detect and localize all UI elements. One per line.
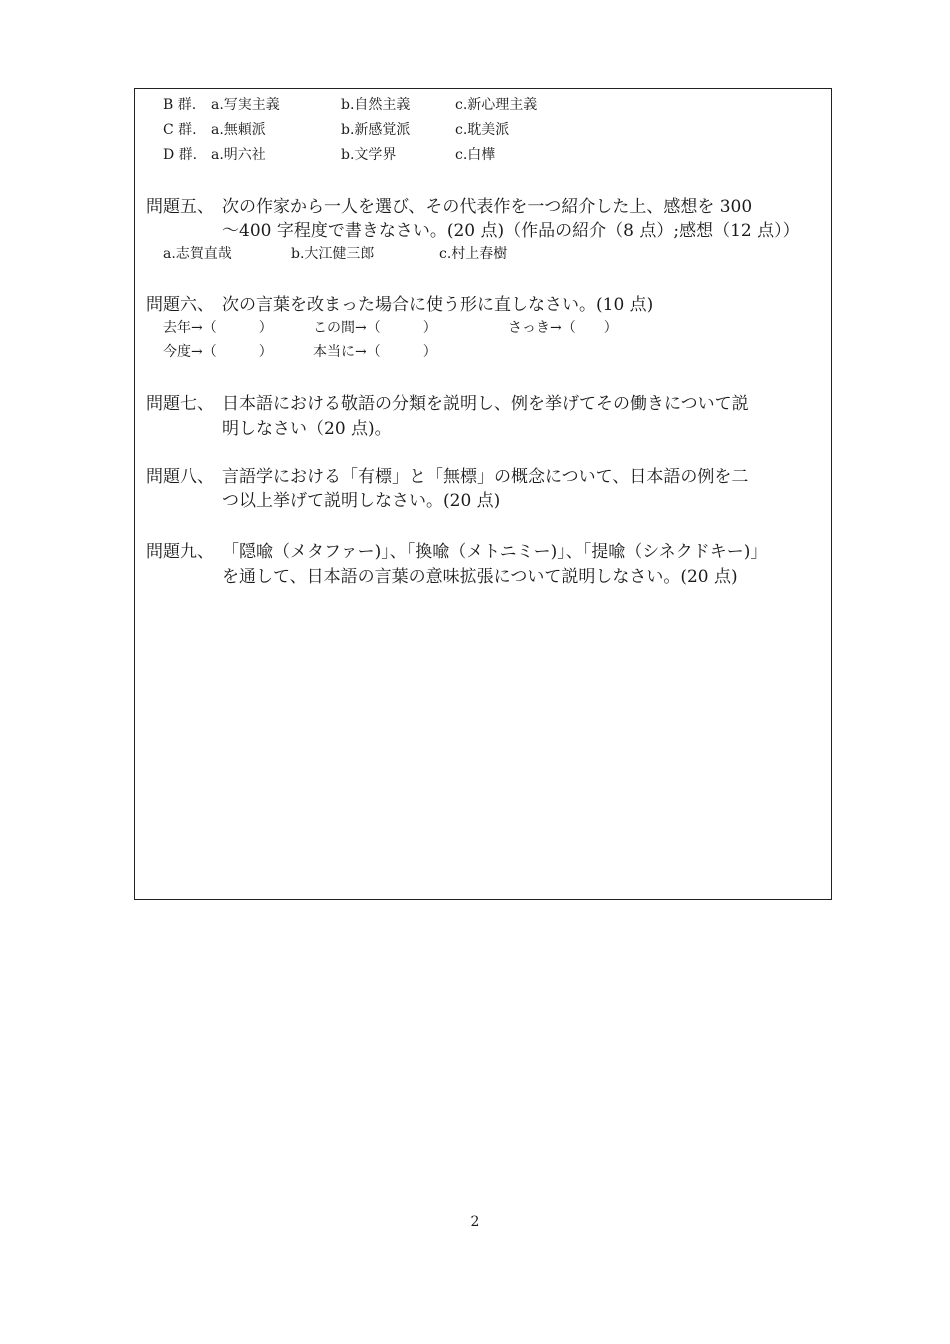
group-option-b: b.文学界 xyxy=(341,147,397,163)
page-number: 2 xyxy=(470,1214,480,1230)
question-7-number: 問題七、 xyxy=(146,394,214,414)
author-option-a: a.志賀直哉 xyxy=(163,246,232,262)
question-9-line-1: 「隠喩（メタファー)」、「換喩（メトニミー)」、「提喩（シネクドキー)」 xyxy=(222,542,768,562)
group-option-b: b.自然主義 xyxy=(341,97,411,113)
group-option-a: a.無頼派 xyxy=(211,122,266,138)
group-option-c: c.新心理主義 xyxy=(455,97,538,113)
question-7-line-2: 明しなさい（20 点)。 xyxy=(222,419,392,439)
author-option-c: c.村上春樹 xyxy=(439,246,508,262)
question-5-line-1: 次の作家から一人を選び、その代表作を一つ紹介した上、感想を 300 xyxy=(222,197,753,217)
question-7-line-1: 日本語における敬語の分類を説明し、例を挙げてその働きについて説 xyxy=(222,394,749,414)
group-label: B 群. xyxy=(163,97,197,113)
question-8-line-2: つ以上挙げて説明しなさい。(20 点) xyxy=(222,491,501,511)
word-item: 去年→（ ） xyxy=(163,320,273,336)
group-option-a: a.明六社 xyxy=(211,147,266,163)
group-option-c: c.耽美派 xyxy=(455,122,510,138)
question-5-number: 問題五、 xyxy=(146,197,214,217)
word-item: 今度→（ ） xyxy=(163,344,273,360)
question-8-number: 問題八、 xyxy=(146,467,214,487)
question-9-number: 問題九、 xyxy=(146,542,214,562)
question-6-number: 問題六、 xyxy=(146,295,214,315)
question-9-line-2: を通して、日本語の言葉の意味拡張について説明しなさい。(20 点) xyxy=(222,567,738,587)
group-option-a: a.写実主義 xyxy=(211,97,280,113)
word-item: さっき→（ ） xyxy=(508,320,618,336)
word-item: 本当に→（ ） xyxy=(313,344,437,360)
question-8-line-1: 言語学における「有標」と「無標」の概念について、日本語の例を二 xyxy=(222,467,749,487)
group-label: C 群. xyxy=(163,122,197,138)
group-option-b: b.新感覚派 xyxy=(341,122,411,138)
question-5-line-2: ～400 字程度で書きなさい。(20 点)（作品の紹介（8 点）;感想（12 点）） xyxy=(222,221,800,241)
word-item: この間→（ ） xyxy=(313,320,437,336)
question-6-line-1: 次の言葉を改まった場合に使う形に直しなさい。(10 点) xyxy=(222,295,654,315)
group-label: D 群. xyxy=(163,147,198,163)
author-option-b: b.大江健三郎 xyxy=(291,246,375,262)
group-option-c: c.白樺 xyxy=(455,147,496,163)
